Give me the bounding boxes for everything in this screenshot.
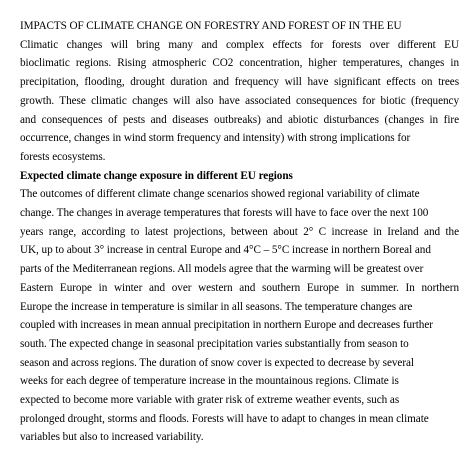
section-heading: Expected climate change exposure in different EU regions — [20, 169, 293, 182]
section-line-10: season and across regions. The duration of snow cover is expected to decrease by several — [20, 356, 414, 369]
section-line-2: change. The changes in average temperatures that forests will have to face over the next 100 — [20, 207, 429, 220]
section-line-11: weeks for each degree of temperature increase in the mountainous regions. Climate is — [20, 375, 399, 388]
document-title: IMPACTS OF CLIMATE CHANGE ON FORESTRY AND FOREST OF IN THE EU — [20, 20, 402, 32]
intro-line-2: bioclimatic regions. Rising atmospheric CO2 concentration, higher temperatures, changes in — [20, 57, 459, 70]
section-line-1: The outcomes of different climate change scenarios showed regional variability of climate — [20, 188, 420, 201]
section-line-13: prolonged drought, storms and floods. Forests will have to adapt to changes in mean climate — [20, 412, 429, 425]
intro-line-1: Climatic changes will bring many and complex effects for forests over different EU — [20, 38, 459, 51]
section-line-8: coupled with increases in mean annual precipitation in northern Europe and decreases further — [20, 319, 433, 332]
intro-line-6: occurrence, changes in wind storm frequency and intensity) with strong implications for — [20, 132, 411, 145]
section-line-5: parts of the Mediterranean regions. All models agree that the warming will be greatest over — [20, 263, 424, 276]
section-line-3: years range, according to latest projections, between about 2° C increase in Ireland and the — [20, 225, 459, 238]
section-line-9: south. The expected change in seasonal precipitation varies substantially from season to — [20, 337, 409, 350]
section-line-7: Europe the increase in temperature is similar in all seasons. The temperature changes are — [20, 300, 413, 313]
section-line-4: UK, up to about 3° increase in central Europe and 4°C – 5°C increase in northern Boreal and — [20, 244, 431, 257]
intro-line-3: precipitation, flooding, drought duration and frequency will have significant effects on trees — [20, 76, 459, 89]
intro-line-7: forests ecosystems. — [20, 150, 106, 163]
intro-line-5: and consequences of pests and diseases outbreaks) and abiotic disturbances (changes in fire — [20, 113, 459, 126]
section-line-14: variables but also to increased variability. — [20, 431, 204, 444]
intro-line-4: growth. These climatic changes will also have associated consequences for biotic (frequency — [20, 94, 459, 107]
section-line-12: expected to become more variable with grater risk of extreme weather events, such as — [20, 394, 400, 407]
section-line-6: Eastern Europe in winter and over western and southern Europe in summer. In northern — [20, 281, 459, 294]
